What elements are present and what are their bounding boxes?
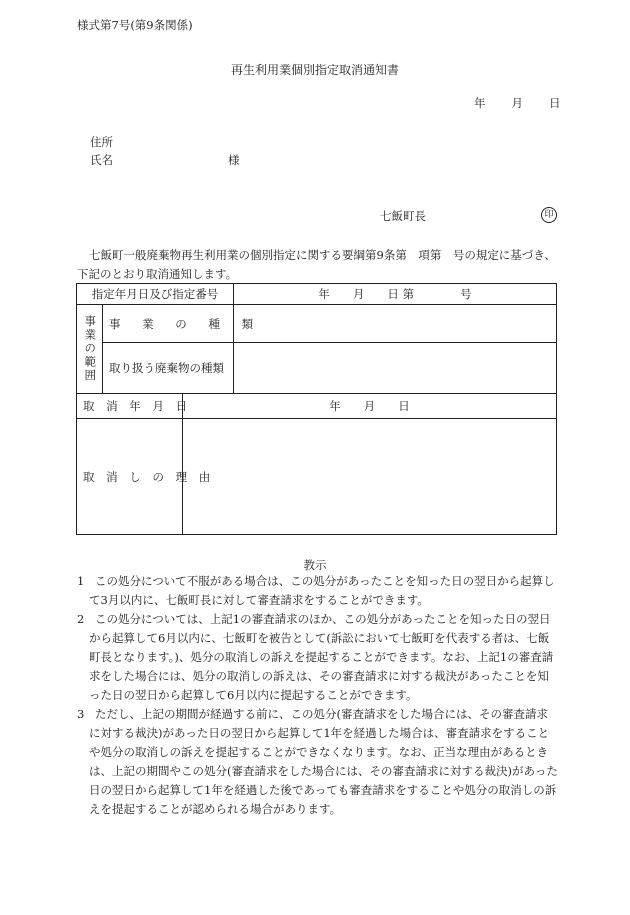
cancel-date-value: 年 月 日 <box>183 394 557 419</box>
date-month-label: 月 <box>511 96 523 110</box>
instruction-text: この処分については、上記1の審査請求のほか、この処分があったことを知った日の翌日から起算して6月以内に、七飯町を被告として(訴訟において七飯町を代表する者は、七飯町長となります。)、処分の取消しの訴えを提起することができます。なお、上記1の審査請求をした場合には、処分の取消しの訴えは、その審査請求に対する裁決があったことを知った日の翌日から起算して6月以内に提起することができます。 <box>89 612 554 702</box>
designation-table <box>76 283 557 535</box>
instruction-number: 2 <box>77 612 85 626</box>
instruction-number: 1 <box>77 574 85 588</box>
reason-value <box>183 419 557 535</box>
issuer-title: 七飯町長 <box>380 209 426 223</box>
date-day-label: 日 <box>549 96 561 110</box>
instruction-text: この処分について不服がある場合は、この処分があったことを知った日の翌日から起算して3月以内に、七飯町長に対して審査請求をすることができます。 <box>89 574 555 607</box>
instruction-item <box>77 572 559 610</box>
instruction-item <box>77 705 559 819</box>
designation-value: 年 月 日 第 号 <box>234 284 557 305</box>
waste-type-value <box>234 343 557 394</box>
waste-type-label: 取り扱う廃棄物の種類 <box>103 343 234 394</box>
date-line <box>474 98 561 110</box>
form-number: 様式第7号(第9条関係) <box>77 18 193 32</box>
seal-mark: 印 <box>541 207 557 223</box>
instruction-item <box>77 610 559 705</box>
reason-label: 取 消 し の 理 由 <box>77 419 183 535</box>
document-title: 再生利用業個別指定取消通知書 <box>230 63 399 77</box>
name-label: 氏名 <box>90 153 113 167</box>
instruction-title: 教示 <box>303 558 327 572</box>
body-text: 七飯町一般廃棄物再生利用業の個別指定に関する要綱第9条第 項第 号の規定に基づき、下記のとおり取消通知します。 <box>77 248 556 281</box>
date-year-label: 年 <box>474 96 486 110</box>
instruction-number: 3 <box>77 707 85 721</box>
designation-label: 指定年月日及び指定番号 <box>77 284 234 305</box>
honorific: 様 <box>228 153 240 167</box>
instruction-text: ただし、上記の期間が経過する前に、この処分(審査請求をした場合には、その審査請求に対する裁決)があった日の翌日から起算して1年を経過した場合は、審査請求をすることや処分の取消しの訴えを提起することができなくなります。なお、正当な理由があるときは、上記の期間やこの処分(審査請求をした場合には、その審査請求に対する裁決)があった日の翌日から起算して1年を経過した後であっても審査請求をすることや処分の取消しの訴えを提起することが認められる場合があります。 <box>89 707 558 816</box>
business-type-value <box>234 305 557 343</box>
address-label: 住所 <box>90 135 113 149</box>
scope-label: 事業の範囲 <box>83 315 98 383</box>
cancel-date-label: 取 消 年 月 日 <box>77 394 183 419</box>
scope-label-cell <box>77 305 103 394</box>
business-type-label: 事 業 の 種 類 <box>103 305 234 343</box>
